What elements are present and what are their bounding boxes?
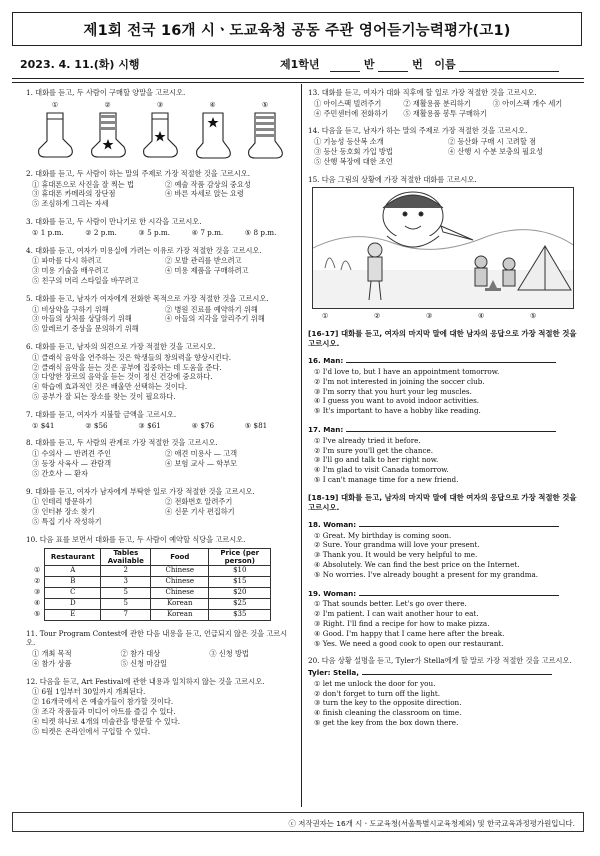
cell-restaurant: A bbox=[45, 565, 101, 576]
option[interactable]: ① 아이스팩 빌려주기 bbox=[314, 98, 382, 108]
option[interactable]: ④ $76 bbox=[191, 420, 215, 430]
option[interactable]: ⑤ It's important to have a hobby like reading. bbox=[314, 406, 481, 416]
cell-restaurant: C bbox=[45, 587, 101, 598]
sock-tall-star-icon bbox=[191, 111, 235, 161]
option[interactable]: ④ 보험 교사 — 학부모 bbox=[165, 458, 238, 468]
cell-price: $20 bbox=[209, 587, 271, 598]
answer-blank bbox=[362, 667, 552, 675]
option[interactable]: ② Sure. Your grandma will love your present. bbox=[314, 540, 480, 550]
option[interactable]: ② I'm sure you'll get the chance. bbox=[314, 445, 434, 455]
option[interactable]: ② 참가 대상 bbox=[120, 649, 161, 659]
option[interactable]: ② 클래식 음악을 듣는 것은 공부에 집중하는 데 도움을 준다. bbox=[32, 362, 222, 372]
sock-option-4[interactable] bbox=[190, 101, 236, 161]
question-18 bbox=[308, 519, 578, 580]
cell-tables: 7 bbox=[101, 609, 151, 620]
question-20 bbox=[308, 656, 578, 728]
answer-blank bbox=[359, 519, 559, 527]
cell-price: $10 bbox=[209, 565, 271, 576]
question-10 bbox=[26, 535, 294, 621]
cell-tables: 5 bbox=[101, 598, 151, 609]
option[interactable]: ③ 아이스팩 개수 세기 bbox=[492, 98, 563, 108]
option[interactable]: ③ 5 p.m. bbox=[138, 227, 170, 237]
answer-blank bbox=[359, 588, 559, 596]
question-1 bbox=[26, 88, 294, 161]
cell-food: Korean bbox=[151, 598, 209, 609]
question-8-stem: 8. 대화를 듣고, 두 사람의 관계로 가장 적절한 것을 고르시오. bbox=[26, 438, 218, 448]
option[interactable]: ② 2 p.m. bbox=[85, 227, 117, 237]
option[interactable]: ③ I'll go and talk to her right now. bbox=[314, 455, 439, 465]
option[interactable]: ⑤ No worries. I've already bought a present for my grandma. bbox=[314, 569, 539, 579]
option[interactable]: ③ $61 bbox=[138, 420, 161, 430]
question-20-options bbox=[308, 679, 578, 728]
question-9-stem: 9. 대화를 듣고, 여자가 남자에게 부탁한 일로 가장 적절한 것을 고르시오. bbox=[26, 486, 255, 496]
option[interactable]: ① 1 p.m. bbox=[32, 227, 64, 237]
sock-options bbox=[26, 99, 294, 161]
question-15-labels bbox=[308, 311, 578, 321]
option[interactable]: ② 애견 미용사 — 고객 bbox=[165, 449, 238, 459]
sock-option-1[interactable] bbox=[32, 101, 78, 161]
cell-restaurant: D bbox=[45, 598, 101, 609]
question-2 bbox=[26, 169, 294, 209]
question-16-stem bbox=[308, 355, 578, 366]
option[interactable]: ① 6월 1일부터 30일까지 개최된다. bbox=[32, 687, 146, 697]
option[interactable]: ④ 참가 상품 bbox=[32, 658, 72, 668]
option[interactable]: ③ Right. I'll find a recipe for how to make pizza. bbox=[314, 618, 490, 628]
exam-date: 2023. 4. 11.(화) 시행 bbox=[20, 58, 140, 71]
cell-tables: 2 bbox=[101, 565, 151, 576]
option[interactable]: ④ I guess you want to avoid indoor activities. bbox=[314, 396, 480, 406]
restaurant-table bbox=[32, 548, 271, 621]
student-fields bbox=[330, 56, 559, 72]
question-17-stem bbox=[308, 424, 578, 435]
sock-plain-icon bbox=[33, 111, 77, 161]
question-11-options bbox=[26, 649, 294, 669]
option[interactable]: ③ I'm sorry that you hurt your leg muscles. bbox=[314, 386, 472, 396]
option[interactable]: ③ Thank you. It would be very helpful to me. bbox=[314, 550, 478, 560]
option[interactable]: ⑤ 8 p.m. bbox=[244, 227, 277, 237]
question-19-options bbox=[308, 599, 578, 648]
cell-food: Chinese bbox=[151, 565, 209, 576]
header-divider-2 bbox=[12, 82, 584, 83]
question-3-options bbox=[26, 228, 294, 238]
option[interactable]: ⑤ 조심하게 그리는 자세 bbox=[32, 199, 109, 209]
question-17 bbox=[308, 424, 578, 485]
sock-option-2[interactable] bbox=[85, 101, 131, 161]
question-19-speaker: 19. Woman: bbox=[308, 588, 357, 598]
question-20-stem: 20. 다음 상황 설명을 듣고, Tyler가 Stella에게 할 말로 가장 적절한 것을 고르시오. bbox=[308, 656, 572, 666]
question-12-options bbox=[26, 687, 294, 736]
name-label: 이름 bbox=[434, 58, 456, 71]
header-food: Food bbox=[151, 548, 209, 565]
question-19 bbox=[308, 588, 578, 649]
question-8 bbox=[26, 438, 294, 478]
question-3 bbox=[26, 217, 294, 238]
left-column bbox=[26, 88, 294, 744]
option[interactable]: ① bbox=[322, 311, 329, 321]
question-14 bbox=[308, 126, 578, 166]
answer-blank bbox=[346, 424, 556, 432]
question-13-options bbox=[308, 99, 578, 119]
row-num: ① bbox=[34, 565, 41, 574]
option[interactable]: ④ Good. I'm happy that I came here after the break. bbox=[314, 628, 505, 638]
option[interactable]: ⑤ 신청 마감일 bbox=[120, 658, 168, 668]
table-row[interactable] bbox=[32, 587, 271, 598]
question-7-options bbox=[26, 421, 294, 431]
option[interactable]: ⑤ 티켓은 온라인에서 구입할 수 있다. bbox=[32, 726, 151, 736]
question-11 bbox=[26, 629, 294, 669]
number-label: 번 bbox=[412, 58, 423, 71]
table-row[interactable] bbox=[32, 598, 271, 609]
table-row[interactable] bbox=[32, 565, 271, 576]
sock-option-4-label: ④ bbox=[209, 100, 216, 109]
question-6-stem: 6. 대화를 듣고, 남자의 의견으로 가장 적절한 것을 고르시오. bbox=[26, 341, 216, 351]
section-16-17-instruction: [16-17] 대화를 듣고, 여자의 마지막 말에 대한 남자의 응답으로 가장 적절한 것을 고르시오. bbox=[308, 329, 577, 349]
row-num: ⑤ bbox=[34, 609, 41, 618]
sock-option-5[interactable] bbox=[242, 101, 288, 161]
row-num: ④ bbox=[34, 598, 41, 607]
header-tables: Tables Available bbox=[101, 548, 151, 565]
option[interactable]: ④ 아들의 지각을 알리주기 위해 bbox=[165, 314, 265, 324]
option[interactable]: ③ 아들의 상처를 상담하기 위해 bbox=[32, 314, 132, 324]
option[interactable]: ② I'm not interested in joining the soccer club. bbox=[314, 376, 485, 386]
option[interactable]: ② don't forget to turn off the light. bbox=[314, 688, 441, 698]
question-5-options bbox=[26, 305, 294, 334]
sock-option-3[interactable] bbox=[137, 101, 183, 161]
cell-tables: 5 bbox=[101, 587, 151, 598]
option[interactable]: ② bbox=[374, 311, 381, 321]
class-blank[interactable] bbox=[330, 60, 360, 72]
copyright-text: ⓒ 저작권자는 16개 시ㆍ도교육청(서울특별시교육청제외) 및 한국교육과정평가원입니다. bbox=[288, 819, 575, 828]
question-20-speaker: Tyler: Stella, bbox=[308, 668, 359, 678]
option[interactable]: ④ bbox=[478, 311, 485, 321]
sock-option-1-label: ① bbox=[51, 100, 59, 109]
question-20-speaker-line bbox=[308, 667, 578, 678]
option[interactable]: ⑤ 재활용품 봉투 구매하기 bbox=[403, 108, 487, 118]
section-18-19-instruction: [18-19] 대화를 듣고, 남자의 마지막 말에 대한 여자의 응답으로 가장 적절한 것을 고르시오. bbox=[308, 492, 577, 512]
option[interactable]: ① 인테리 방문하기 bbox=[32, 497, 93, 507]
option[interactable]: ⑤ get the key from the box down there. bbox=[314, 718, 459, 728]
question-12 bbox=[26, 677, 294, 737]
option[interactable]: ④ 미용 제품을 구매하려고 bbox=[165, 266, 249, 276]
option[interactable]: ① 휴대폰으로 사진을 잘 찍는 법 bbox=[32, 179, 134, 189]
option[interactable]: ③ turn the key to the opposite direction. bbox=[314, 698, 462, 708]
question-16 bbox=[308, 355, 578, 416]
option[interactable]: ⑤ 알레르기 증상을 문의하기 위해 bbox=[32, 324, 139, 334]
option[interactable]: ④ 신문 기사 편집하기 bbox=[165, 507, 235, 517]
question-9 bbox=[26, 487, 294, 527]
copyright-footer bbox=[12, 812, 584, 832]
sock-option-3-label: ③ bbox=[156, 100, 164, 109]
table-header-row bbox=[32, 548, 271, 565]
row-num: ③ bbox=[34, 587, 41, 596]
option[interactable]: ④ 7 p.m. bbox=[191, 227, 224, 237]
option[interactable]: ⑤ 특집 기사 작성하기 bbox=[32, 516, 102, 526]
cell-food: Chinese bbox=[151, 587, 209, 598]
question-8-options bbox=[26, 449, 294, 478]
question-4-options bbox=[26, 256, 294, 285]
answer-blank bbox=[346, 355, 556, 363]
option[interactable]: ① 기능성 등산복 소개 bbox=[314, 137, 384, 147]
option[interactable]: ③ 인터뷰 장소 찾기 bbox=[32, 507, 95, 517]
option[interactable]: ② 병원 진료를 예약하기 위해 bbox=[165, 304, 258, 314]
class-label: 반 bbox=[363, 58, 375, 71]
option[interactable]: ⑤ 친구의 머리 스타일을 바꾸려고 bbox=[32, 275, 139, 285]
question-18-options bbox=[308, 531, 578, 580]
name-blank[interactable] bbox=[459, 60, 559, 72]
question-15-stem: 15. 다음 그림의 상황에 가장 적절한 대화를 고르시오. bbox=[308, 174, 477, 184]
right-column bbox=[308, 88, 578, 736]
option[interactable]: ① let me unlock the door for you. bbox=[314, 678, 436, 688]
sock-option-5-label: ⑤ bbox=[261, 100, 269, 109]
header-restaurant: Restaurant bbox=[45, 548, 101, 565]
option[interactable]: ② 모발 관리를 받으려고 bbox=[165, 256, 242, 266]
option[interactable]: ④ finish cleaning the classroom on time. bbox=[314, 708, 462, 718]
question-7 bbox=[26, 410, 294, 431]
option[interactable]: ② I'm patient. I can wait another hour to eat. bbox=[314, 609, 479, 619]
question-16-speaker: 16. Man: bbox=[308, 356, 344, 366]
option[interactable]: ② 전화번호 알려주기 bbox=[165, 497, 233, 507]
question-17-speaker: 17. Man: bbox=[308, 424, 344, 434]
option[interactable]: ② 16개국에서 온 예술가들이 참가할 것이다. bbox=[32, 697, 174, 707]
option[interactable]: ③ 등장 사육사 — 관람객 bbox=[32, 458, 112, 468]
option[interactable]: ① $41 bbox=[32, 420, 55, 430]
option[interactable]: ④ 바른 자세로 앉는 요령 bbox=[165, 189, 244, 199]
option[interactable]: ④ Absolutely. We can find the best price on the Internet. bbox=[314, 559, 520, 569]
grade-label: 제1학년 bbox=[280, 58, 320, 71]
table-row[interactable] bbox=[32, 576, 271, 587]
question-19-stem bbox=[308, 588, 578, 599]
question-10-stem: 10. 다음 표를 보면서 대화를 듣고, 두 사람이 예약할 식당을 고르시오. bbox=[26, 534, 246, 544]
cell-price: $35 bbox=[209, 609, 271, 620]
option[interactable]: ④ I'm glad to visit Canada tomorrow. bbox=[314, 465, 449, 475]
option[interactable]: ⑤ I can't manage time for a new friend. bbox=[314, 474, 459, 484]
option[interactable]: ④ 학습에 효과적인 것은 배울만 선택하는 것이다. bbox=[32, 382, 188, 392]
option[interactable]: ⑤ 간호사 — 환자 bbox=[32, 468, 88, 478]
option[interactable]: ⑤ bbox=[530, 311, 537, 321]
cell-restaurant: E bbox=[45, 609, 101, 620]
sock-tall-striped-icon bbox=[243, 111, 287, 161]
cell-restaurant: B bbox=[45, 576, 101, 587]
question-18-speaker: 18. Woman: bbox=[308, 519, 357, 529]
question-1-stem: 1. 대화를 듣고, 두 사람이 구매할 양말을 고르시오. bbox=[26, 88, 186, 97]
table-row[interactable] bbox=[32, 609, 271, 620]
option[interactable]: ⑤ 산행 복장에 대한 조언 bbox=[314, 156, 393, 166]
question-15 bbox=[308, 175, 578, 322]
header-divider bbox=[12, 78, 584, 79]
option[interactable]: ④ 티켓 하나로 4개의 미술관을 방문할 수 있다. bbox=[32, 716, 181, 726]
option[interactable]: ③ 휴대폰 카메라의 장단점 bbox=[32, 189, 116, 199]
cell-food: Chinese bbox=[151, 576, 209, 587]
option[interactable]: ① Great. My birthday is coming soon. bbox=[314, 530, 452, 540]
cell-price: $25 bbox=[209, 598, 271, 609]
option[interactable]: ① I've already tried it before. bbox=[314, 435, 421, 445]
option[interactable]: ② 등산화 구매 시 고려할 점 bbox=[448, 137, 537, 147]
question-14-options bbox=[308, 137, 578, 166]
question-4 bbox=[26, 246, 294, 286]
sock-striped-star-icon bbox=[86, 111, 130, 161]
question-18-stem bbox=[308, 519, 578, 530]
cell-tables: 3 bbox=[101, 576, 151, 587]
option[interactable]: ① 파마를 다시 하려고 bbox=[32, 256, 102, 266]
question-6-options bbox=[26, 353, 294, 402]
camping-illustration bbox=[312, 187, 574, 309]
option[interactable]: ① 비상약을 구하기 위해 bbox=[32, 304, 109, 314]
sock-option-2-label: ② bbox=[104, 100, 111, 109]
option[interactable]: ② 예술 작품 감상의 중요성 bbox=[165, 179, 251, 189]
option[interactable]: ③ 다양한 장르의 음악을 듣는 것이 정신 건강에 중요하다. bbox=[32, 372, 213, 382]
student-info-row bbox=[18, 54, 578, 72]
question-9-options bbox=[26, 497, 294, 526]
option[interactable]: ⑤ Yes. We need a good cook to open our restaurant. bbox=[314, 638, 504, 648]
cell-food: Korean bbox=[151, 609, 209, 620]
option[interactable]: ③ 미용 기술을 배우려고 bbox=[32, 266, 109, 276]
option[interactable]: ③ 신청 방법 bbox=[209, 649, 249, 659]
sock-star-icon bbox=[138, 111, 182, 161]
option[interactable]: ① That sounds better. Let's go over there. bbox=[314, 599, 467, 609]
option[interactable]: ② 재활용품 분리하기 bbox=[403, 98, 471, 108]
exam-title: 제1회 전국 16개 시ㆍ도교육청 공동 주관 영어듣기능력평가(고1) bbox=[83, 22, 511, 39]
question-17-options bbox=[308, 436, 578, 485]
cell-price: $15 bbox=[209, 576, 271, 587]
question-5 bbox=[26, 294, 294, 334]
question-6 bbox=[26, 342, 294, 402]
question-2-options bbox=[26, 180, 294, 209]
number-blank[interactable] bbox=[378, 60, 408, 72]
question-12-stem: 12. 다음을 듣고, Art Festival에 관한 내용과 일치하지 않는 것을 고르시오. bbox=[26, 676, 265, 686]
question-13 bbox=[308, 88, 578, 118]
question-5-stem: 5. 대화를 듣고, 남자가 여자에게 전화한 목적으로 가장 적절한 것을 고르시오. bbox=[26, 293, 269, 303]
question-13-stem: 13. 대화를 듣고, 여자가 대화 직후에 할 일로 가장 적절한 것을 고르시오. bbox=[308, 88, 537, 97]
header-price: Price (per person) bbox=[209, 548, 271, 565]
option[interactable]: ③ 등산 동호회 가입 방법 bbox=[314, 146, 393, 156]
exam-title-box bbox=[12, 12, 582, 46]
option[interactable]: ⑤ $81 bbox=[244, 420, 268, 430]
column-divider bbox=[301, 84, 302, 807]
option[interactable]: ⑤ 공부가 잘 되는 장소를 찾는 것이 필요하다. bbox=[32, 391, 176, 401]
question-4-stem: 4. 대화를 듣고, 여자가 미용실에 가려는 이유로 가장 적절한 것을 고르시오. bbox=[26, 245, 262, 255]
option[interactable]: ① I'd love to, but I have an appointment tomorrow. bbox=[314, 366, 500, 376]
option[interactable]: ② $56 bbox=[85, 420, 108, 430]
row-num: ② bbox=[34, 576, 41, 585]
option[interactable]: ① 개최 목적 bbox=[32, 649, 72, 659]
question-3-stem: 3. 대화를 듣고, 두 사람이 만나기로 한 시각을 고르시오. bbox=[26, 216, 202, 226]
option[interactable]: ① 클래식 음악을 연주하는 것은 학생들의 창의력을 향상시킨다. bbox=[32, 352, 232, 362]
option[interactable]: ③ 조각 작품들과 미디어 아트를 즐길 수 있다. bbox=[32, 707, 176, 717]
option[interactable]: ① 수의사 — 반려견 주인 bbox=[32, 449, 112, 459]
question-11-stem: 11. Tour Program Contest에 관한 다음 내용을 듣고, 언급되지 않은 것을 고르시오. bbox=[26, 628, 288, 648]
option[interactable]: ④ 산행 시 수분 보충의 필요성 bbox=[448, 146, 543, 156]
camping-scene-icon bbox=[313, 188, 574, 309]
option[interactable]: ③ bbox=[426, 311, 433, 321]
question-14-stem: 14. 다음을 듣고, 남자가 하는 말의 주제로 가장 적절한 것을 고르시오. bbox=[308, 126, 528, 136]
question-2-stem: 2. 대화를 듣고, 두 사람이 하는 말의 주제로 가장 적절한 것을 고르시오. bbox=[26, 168, 251, 178]
question-16-options bbox=[308, 367, 578, 416]
option[interactable]: ④ 주민센터에 전화하기 bbox=[314, 108, 389, 118]
question-7-stem: 7. 대화를 듣고, 여자가 지불할 금액을 고르시오. bbox=[26, 409, 177, 419]
